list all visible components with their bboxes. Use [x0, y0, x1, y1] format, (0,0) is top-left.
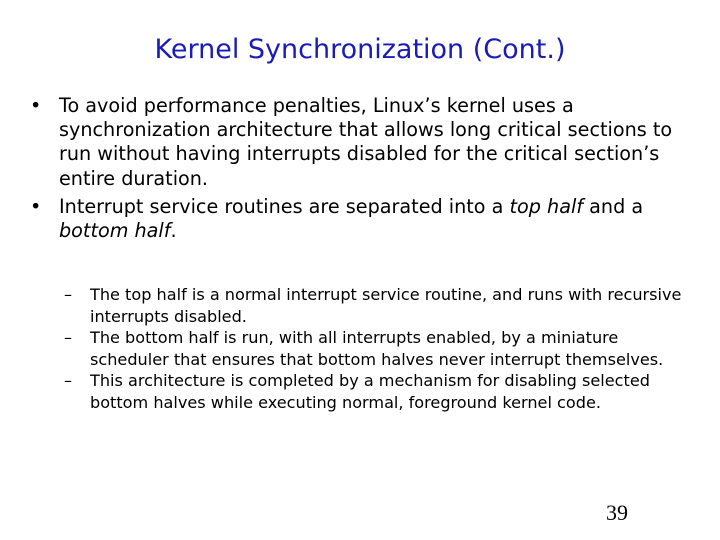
bullet-text-part: .	[170, 218, 177, 242]
sub-bullet-list	[64, 284, 694, 413]
emphasis-top-half: top half	[509, 194, 584, 218]
emphasis-bottom-half: bottom half	[59, 218, 171, 242]
bullet-item	[30, 94, 700, 191]
sub-bullet-item: – The bottom half is run, with all interrupts enabled, by a miniature scheduler that ensures that bottom halves never interrupt themselves.	[64, 327, 694, 370]
page-number: 39	[606, 500, 628, 525]
slide-title: Kernel Synchronization (Cont.)	[154, 34, 566, 65]
sub-bullet-item: – The top half is a normal interrupt service routine, and runs with recursive interrupts disabled.	[64, 284, 694, 327]
sub-bullet-item: – This architecture is completed by a mechanism for disabling selected bottom halves while executing normal, foreground kernel code.	[64, 370, 694, 413]
bullet-item	[30, 195, 700, 243]
bullet-text-part: Interrupt service routines are separated into a	[59, 194, 510, 218]
bullet-list	[30, 94, 700, 247]
bullet-text-part: and a	[583, 194, 644, 218]
bullet-text: To avoid performance penalties, Linux’s kernel uses a synchronization architecture that allows long critical sections to run without having interrupts disabled for the critical section’s entire duration.	[59, 94, 673, 190]
